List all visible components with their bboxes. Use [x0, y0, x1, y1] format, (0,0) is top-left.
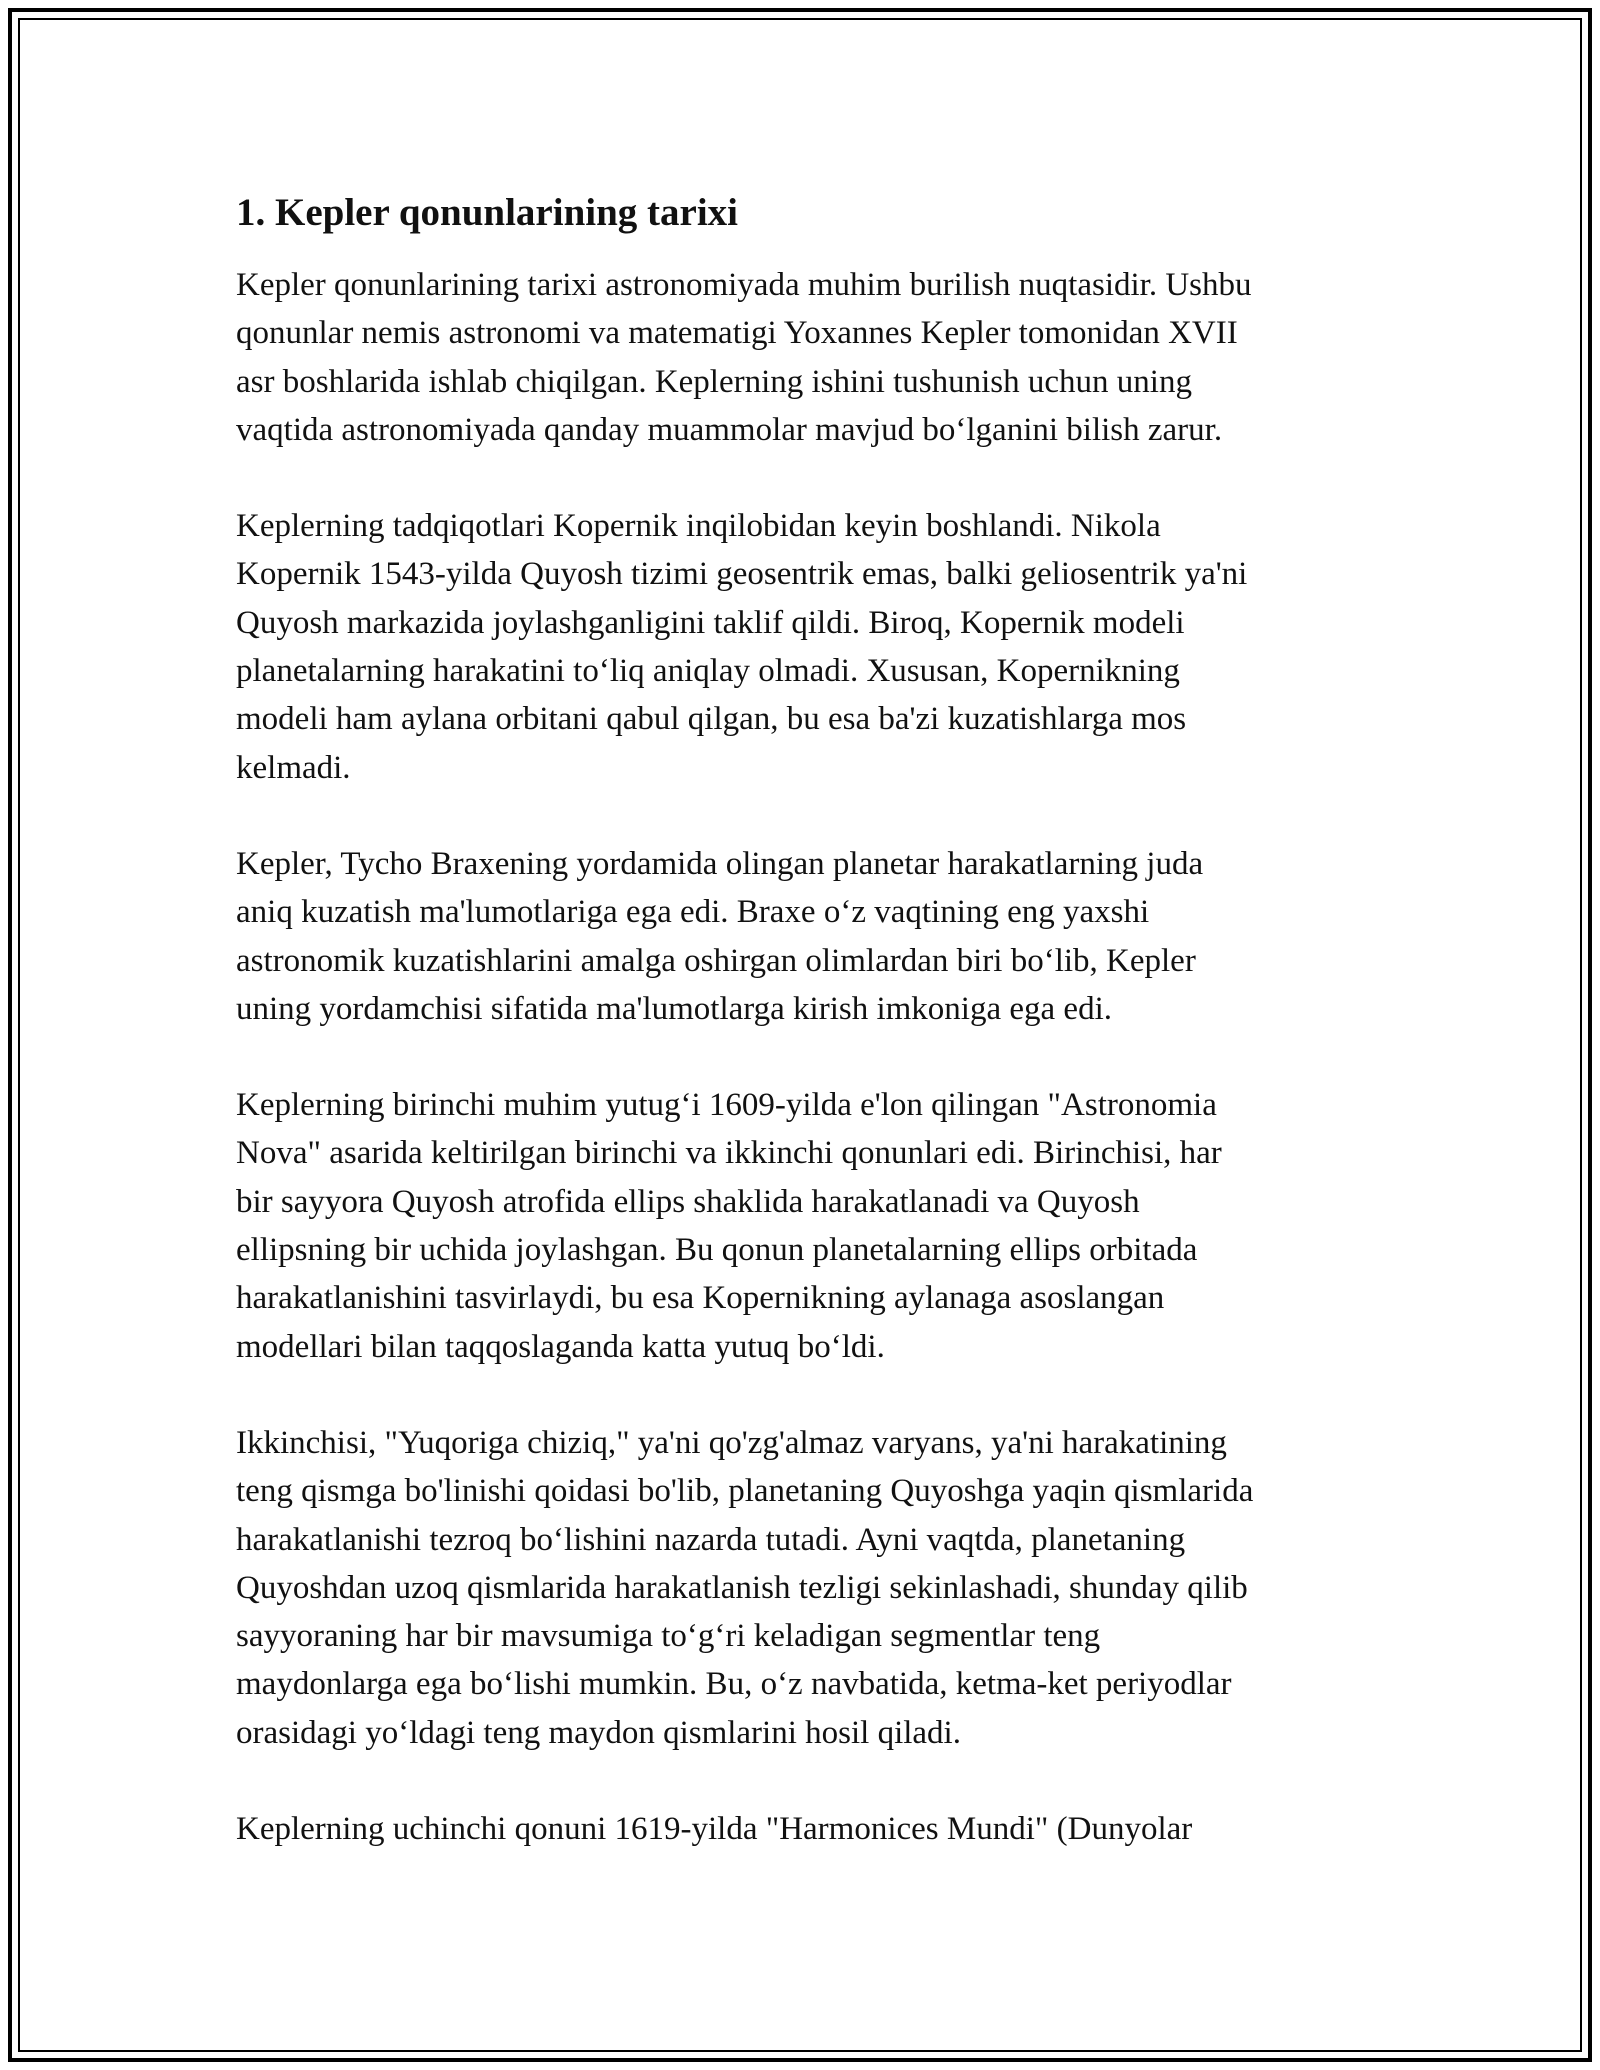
paragraph-line: Quyoshdan uzoq qismlarida harakatlanish tezligi sekinlashadi, shunday qilib — [236, 1569, 1248, 1606]
paragraph — [236, 1419, 1396, 1757]
paragraph-line: aniq kuzatish ma'lumotlariga ega edi. Braxe o‘z vaqtining eng yaxshi — [236, 894, 1150, 931]
paragraph-line: Kepler, Tycho Braxening yordamida olingan planetar harakatlarning juda — [236, 845, 1204, 882]
section-heading: 1. Kepler qonunlarining tarixi — [236, 191, 739, 234]
paragraph-list — [236, 261, 1396, 1853]
paragraph-line: Kepler qonunlarining tarixi astronomiyada muhim burilish nuqtasidir. Ushbu — [236, 267, 1252, 303]
paragraph-line: harakatlanishi tezroq bo‘lishini nazarda tutadi. Ayni vaqtda, planetaning — [236, 1521, 1186, 1558]
paragraph-line: asr boshlarida ishlab chiqilgan. Keplerning ishini tushunish uchun uning — [236, 363, 1192, 400]
paragraph-line: astronomik kuzatishlarini amalga oshirgan olimlardan biri bo‘lib, Kepler — [236, 942, 1196, 979]
paragraph-line: sayyoraning har bir mavsumiga to‘g‘ri keladigan segmentlar teng — [236, 1618, 1101, 1655]
paragraph-line: Nova" asarida keltirilgan birinchi va ikkinchi qonunlari edi. Birinchisi, har — [236, 1135, 1222, 1172]
paragraph-line: orasidagi yo‘ldagi teng maydon qismlarini hosil qiladi. — [236, 1714, 961, 1751]
paragraph-line: vaqtida astronomiyada qanday muammolar mavjud bo‘lganini bilish zarur. — [236, 411, 1223, 448]
paragraph-line: modellari bilan taqqoslaganda katta yutuq bo‘ldi. — [236, 1328, 885, 1365]
paragraph-line: Keplerning uchinchi qonuni 1619-yilda "Harmonices Mundi" (Dunyolar — [236, 1811, 1193, 1848]
paragraph-line: kelmadi. — [236, 749, 351, 786]
paragraph — [236, 502, 1396, 792]
paragraph-line: maydonlarga ega bo‘lishi mumkin. Bu, o‘z navbatida, ketma-ket periyodlar — [236, 1666, 1232, 1703]
paragraph-line: modeli ham aylana orbitani qabul qilgan, bu esa ba'zi kuzatishlarga mos — [236, 701, 1187, 738]
paragraph-line: uning yordamchisi sifatida ma'lumotlarga kirish imkoniga ega edi. — [236, 990, 1112, 1027]
paragraph — [236, 261, 1396, 454]
paragraph-line: Keplerning tadqiqotlari Kopernik inqilobidan keyin boshlandi. Nikola — [236, 508, 1161, 545]
paragraph-line: Kopernik 1543-yilda Quyosh tizimi geosentrik emas, balki geliosentrik ya'ni — [236, 556, 1248, 593]
document-body — [236, 185, 1396, 1901]
paragraph-line: teng qismga bo'linishi qoidasi bo'lib, planetaning Quyoshga yaqin qismlarida — [236, 1473, 1254, 1510]
paragraph-line: bir sayyora Quyosh atrofida ellips shaklida harakatlanadi va Quyosh — [236, 1183, 1140, 1220]
paragraph — [236, 1805, 1396, 1853]
paragraph-line: ellipsning bir uchida joylashgan. Bu qonun planetalarning ellips orbitada — [236, 1232, 1198, 1269]
paragraph-line: Ikkinchisi, "Yuqoriga chiziq," ya'ni qo'zg'almaz varyans, ya'ni harakatining — [236, 1424, 1227, 1461]
paragraph — [236, 1081, 1396, 1371]
paragraph-line: qonunlar nemis astronomi va matematigi Yoxannes Kepler tomonidan XVII — [236, 315, 1238, 352]
paragraph-line: harakatlanishini tasvirlaydi, bu esa Kopernikning aylanaga asoslangan — [236, 1280, 1165, 1317]
paragraph-line: Keplerning birinchi muhim yutug‘i 1609-yilda e'lon qilingan "Astronomia — [236, 1087, 1217, 1124]
paragraph — [236, 840, 1396, 1033]
paragraph-line: Quyosh markazida joylashganligini taklif qildi. Biroq, Kopernik modeli — [236, 604, 1185, 641]
paragraph-line: planetalarning harakatini to‘liq aniqlay olmadi. Xususan, Kopernikning — [236, 653, 1180, 690]
